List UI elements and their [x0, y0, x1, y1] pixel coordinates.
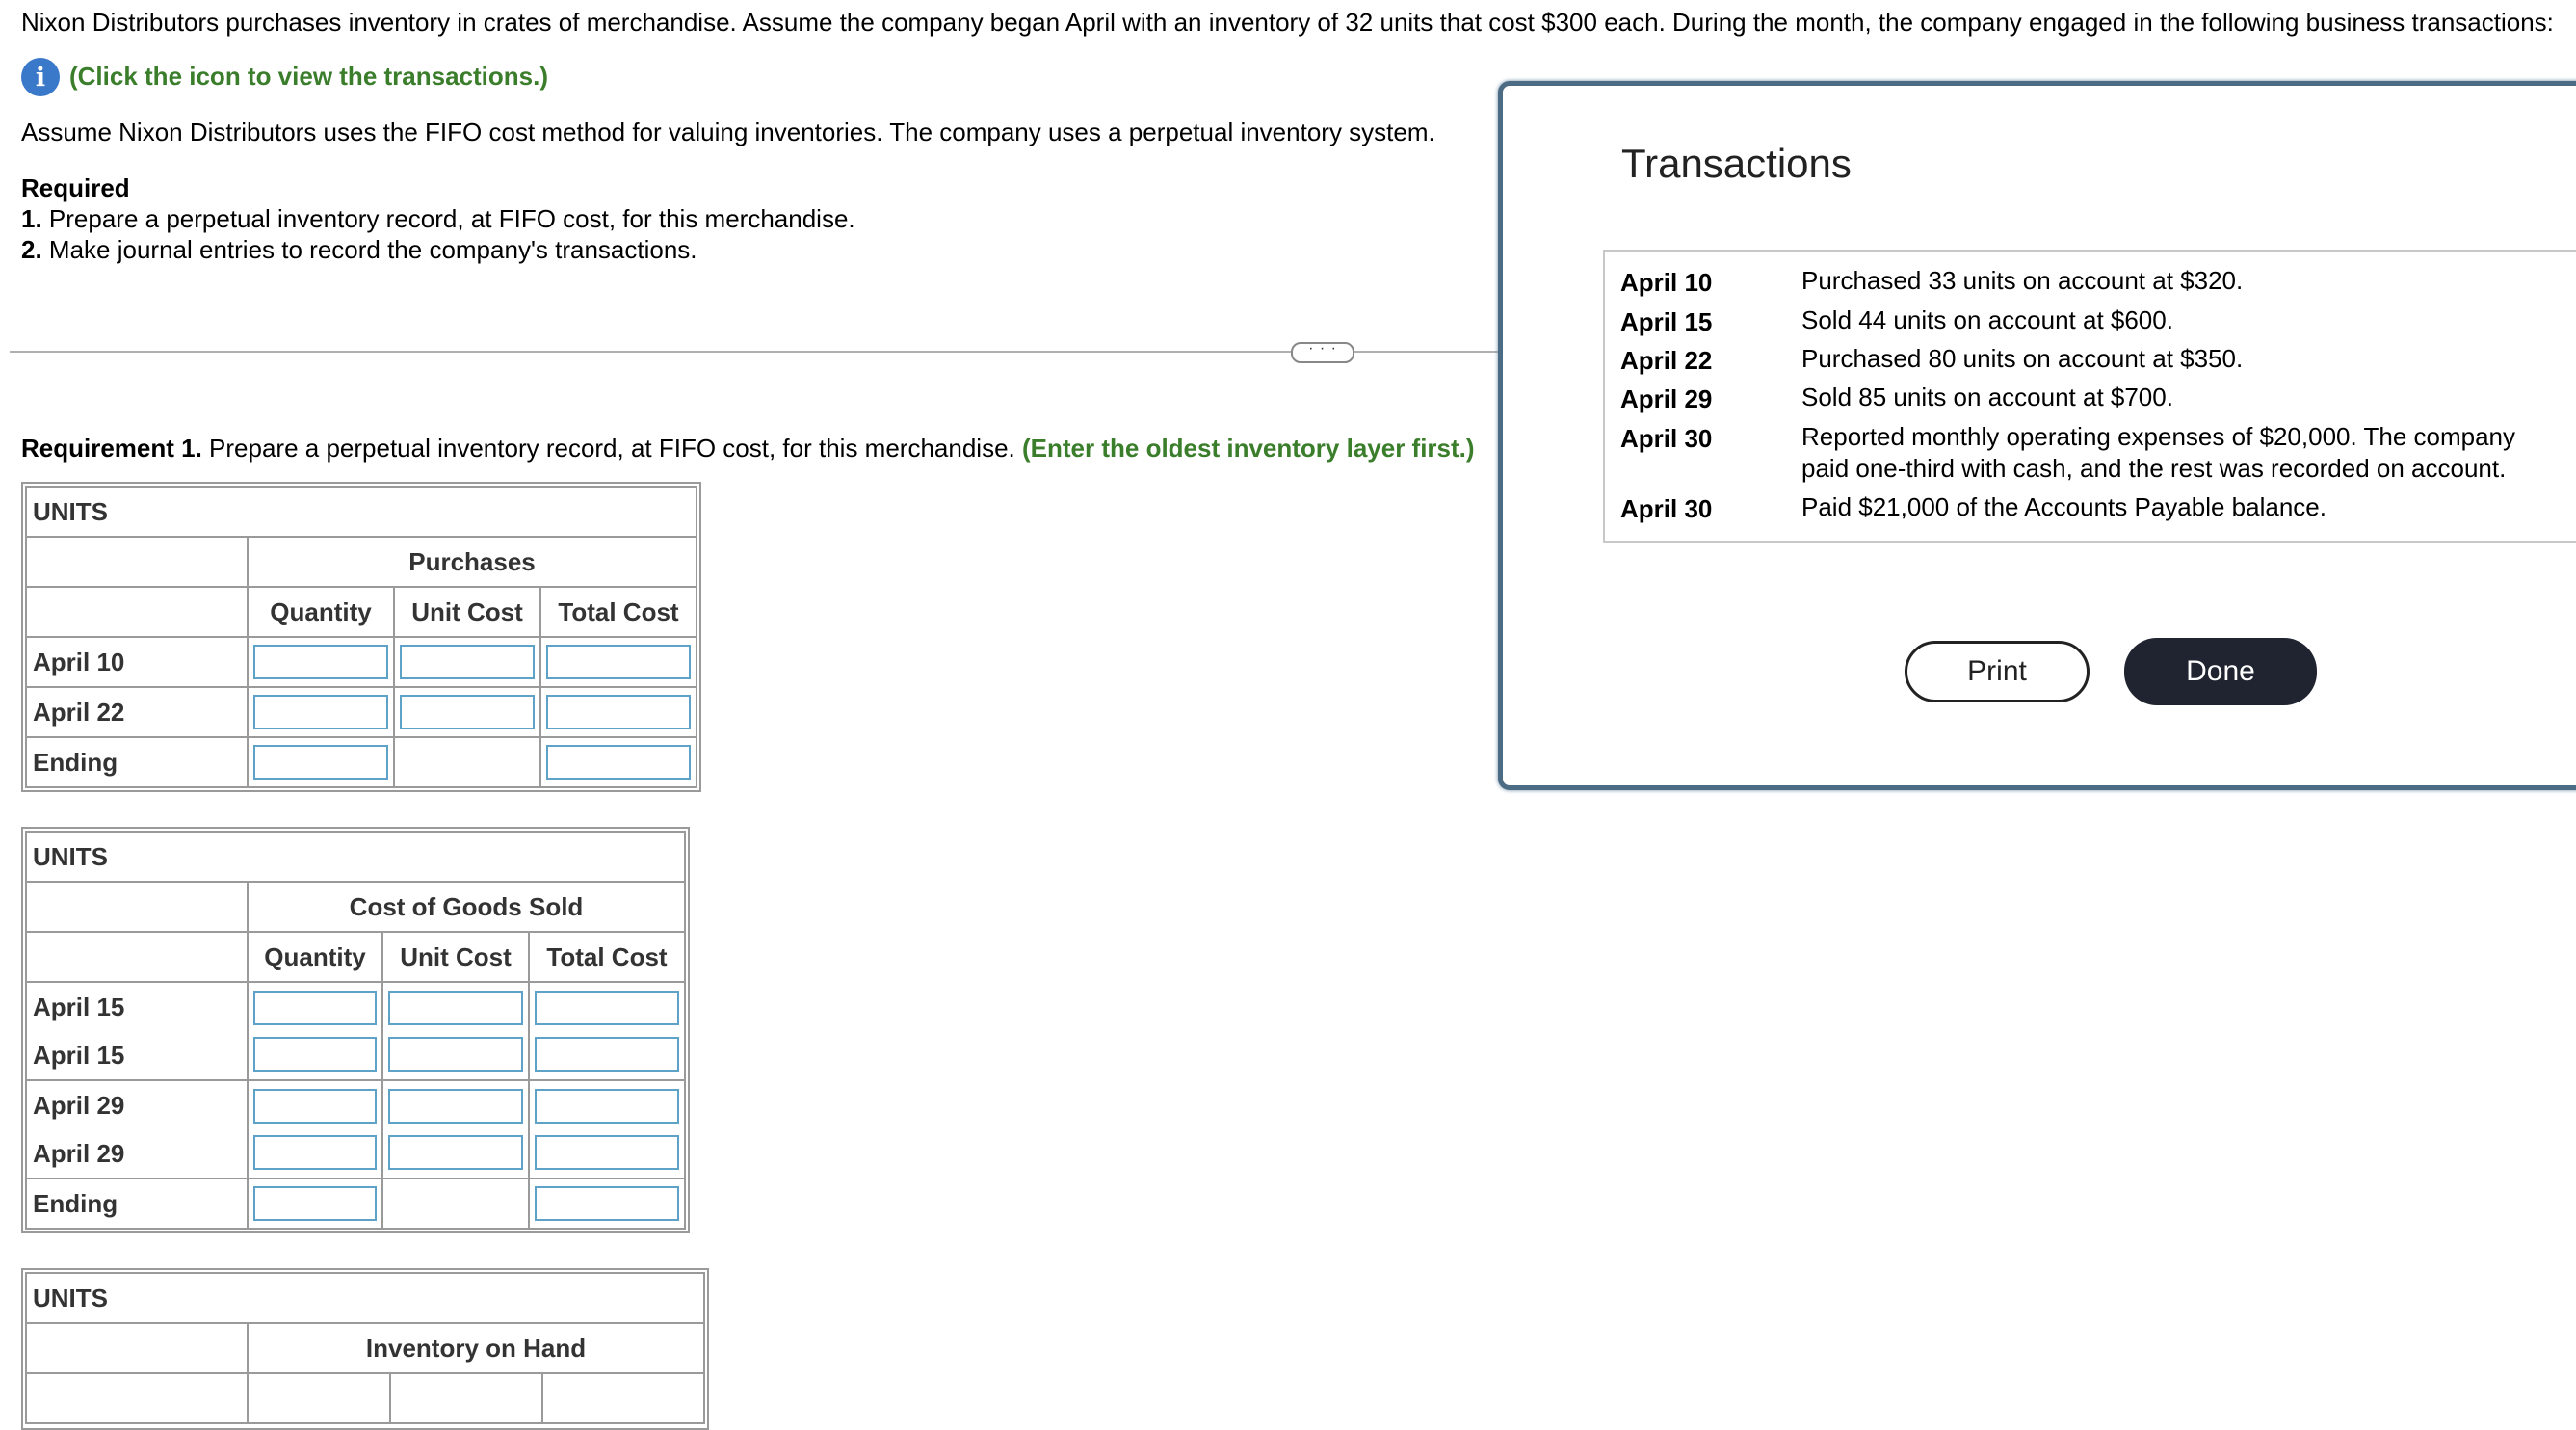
tx-date: April 22	[1620, 346, 1713, 375]
total-cost-input[interactable]	[546, 695, 691, 729]
section-divider	[10, 351, 1499, 353]
required-item-2	[21, 235, 697, 265]
cogs-header: Cost of Goods Sold	[248, 882, 685, 932]
tx-date: April 30	[1620, 494, 1713, 523]
quantity-input[interactable]	[253, 1135, 377, 1170]
row-label: April 29	[33, 1139, 125, 1168]
unit-cost-input[interactable]	[400, 695, 535, 729]
table-row	[26, 687, 697, 737]
unit-cost-input[interactable]	[388, 991, 523, 1025]
required-item-2-text: Make journal entries to record the company's transactions.	[41, 235, 697, 264]
quantity-input[interactable]	[253, 645, 388, 679]
requirement-1-line	[21, 434, 1475, 463]
col-total-cost: Total Cost	[529, 932, 685, 982]
cogs-table	[21, 827, 690, 1233]
required-item-2-number: 2.	[21, 235, 42, 264]
total-cost-input[interactable]	[535, 1186, 679, 1221]
required-heading: Required	[21, 173, 130, 202]
print-button[interactable]: Print	[1905, 641, 2090, 702]
tx-desc: Purchased 80 units on account at $350.	[1801, 344, 2244, 373]
total-cost-input[interactable]	[535, 1089, 679, 1124]
table-row	[26, 1080, 685, 1178]
quantity-input[interactable]	[253, 1089, 377, 1124]
col-total-cost: Total Cost	[540, 587, 697, 637]
modal-title: Transactions	[1621, 141, 1852, 186]
units-label: UNITS	[26, 487, 697, 537]
tx-desc: Sold 44 units on account at $600.	[1801, 305, 2173, 334]
tx-desc: Reported monthly operating expenses of $20,000. The company paid one-third with cash, and the rest was recorded on account.	[1801, 422, 2515, 483]
total-cost-input[interactable]	[535, 991, 679, 1025]
purchases-header: Purchases	[248, 537, 697, 587]
requirement-label: Requirement 1.	[21, 434, 202, 463]
problem-intro: Nixon Distributors purchases inventory in crates of merchandise. Assume the company began April with an inventory of 32 units that cost $300 each. During the month, the company engaged in the following business transactions:	[21, 8, 2554, 37]
unit-cost-input[interactable]	[388, 1135, 523, 1170]
row-label: Ending	[26, 1178, 248, 1229]
col-quantity: Quantity	[248, 932, 382, 982]
onhand-table	[21, 1268, 709, 1430]
quantity-input[interactable]	[253, 745, 388, 780]
col-unit-cost: Unit Cost	[382, 932, 529, 982]
requirement-note: (Enter the oldest inventory layer first.)	[1022, 434, 1475, 463]
unit-cost-input[interactable]	[388, 1089, 523, 1124]
unit-cost-input[interactable]	[388, 1037, 523, 1072]
row-label: Ending	[26, 737, 248, 787]
expand-more-button[interactable]: · · ·	[1291, 342, 1354, 363]
units-label: UNITS	[26, 832, 685, 882]
info-icon[interactable]: i	[21, 58, 60, 96]
row-label: April 15	[33, 1041, 125, 1070]
table-row	[26, 1178, 685, 1229]
tx-desc: Purchased 33 units on account at $320.	[1801, 266, 2244, 295]
done-button[interactable]: Done	[2124, 638, 2317, 705]
quantity-input[interactable]	[253, 1186, 377, 1221]
requirement-text: Prepare a perpetual inventory record, at FIFO cost, for this merchandise.	[201, 434, 1022, 463]
quantity-input[interactable]	[253, 695, 388, 729]
onhand-header: Inventory on Hand	[248, 1323, 704, 1373]
col-unit-cost: Unit Cost	[394, 587, 540, 637]
unit-cost-input[interactable]	[400, 645, 535, 679]
row-label: April 29	[33, 1091, 125, 1120]
total-cost-input[interactable]	[535, 1135, 679, 1170]
row-label: April 22	[26, 687, 248, 737]
total-cost-input[interactable]	[546, 645, 691, 679]
row-label: April 10	[26, 637, 248, 687]
units-label: UNITS	[26, 1273, 704, 1323]
tx-desc: Sold 85 units on account at $700.	[1801, 383, 2173, 411]
tx-desc: Paid $21,000 of the Accounts Payable balance.	[1801, 492, 2326, 521]
tx-date: April 30	[1620, 424, 1713, 453]
table-row	[26, 637, 697, 687]
table-row	[26, 737, 697, 787]
required-item-1-number: 1.	[21, 204, 42, 233]
tx-date: April 10	[1620, 268, 1713, 297]
total-cost-input[interactable]	[546, 745, 691, 780]
tx-date: April 15	[1620, 307, 1713, 336]
quantity-input[interactable]	[253, 1037, 377, 1072]
row-label: April 15	[33, 993, 125, 1021]
total-cost-input[interactable]	[535, 1037, 679, 1072]
quantity-input[interactable]	[253, 991, 377, 1025]
required-item-1-text: Prepare a perpetual inventory record, at FIFO cost, for this merchandise.	[41, 204, 855, 233]
required-item-1	[21, 204, 855, 234]
purchases-table	[21, 482, 701, 792]
table-row	[26, 982, 685, 1080]
tx-date: April 29	[1620, 384, 1713, 413]
col-quantity: Quantity	[248, 587, 394, 637]
assumption-text: Assume Nixon Distributors uses the FIFO cost method for valuing inventories. The company uses a perpetual inventory system.	[21, 118, 1435, 146]
view-transactions-hint: (Click the icon to view the transactions.)	[69, 62, 548, 91]
